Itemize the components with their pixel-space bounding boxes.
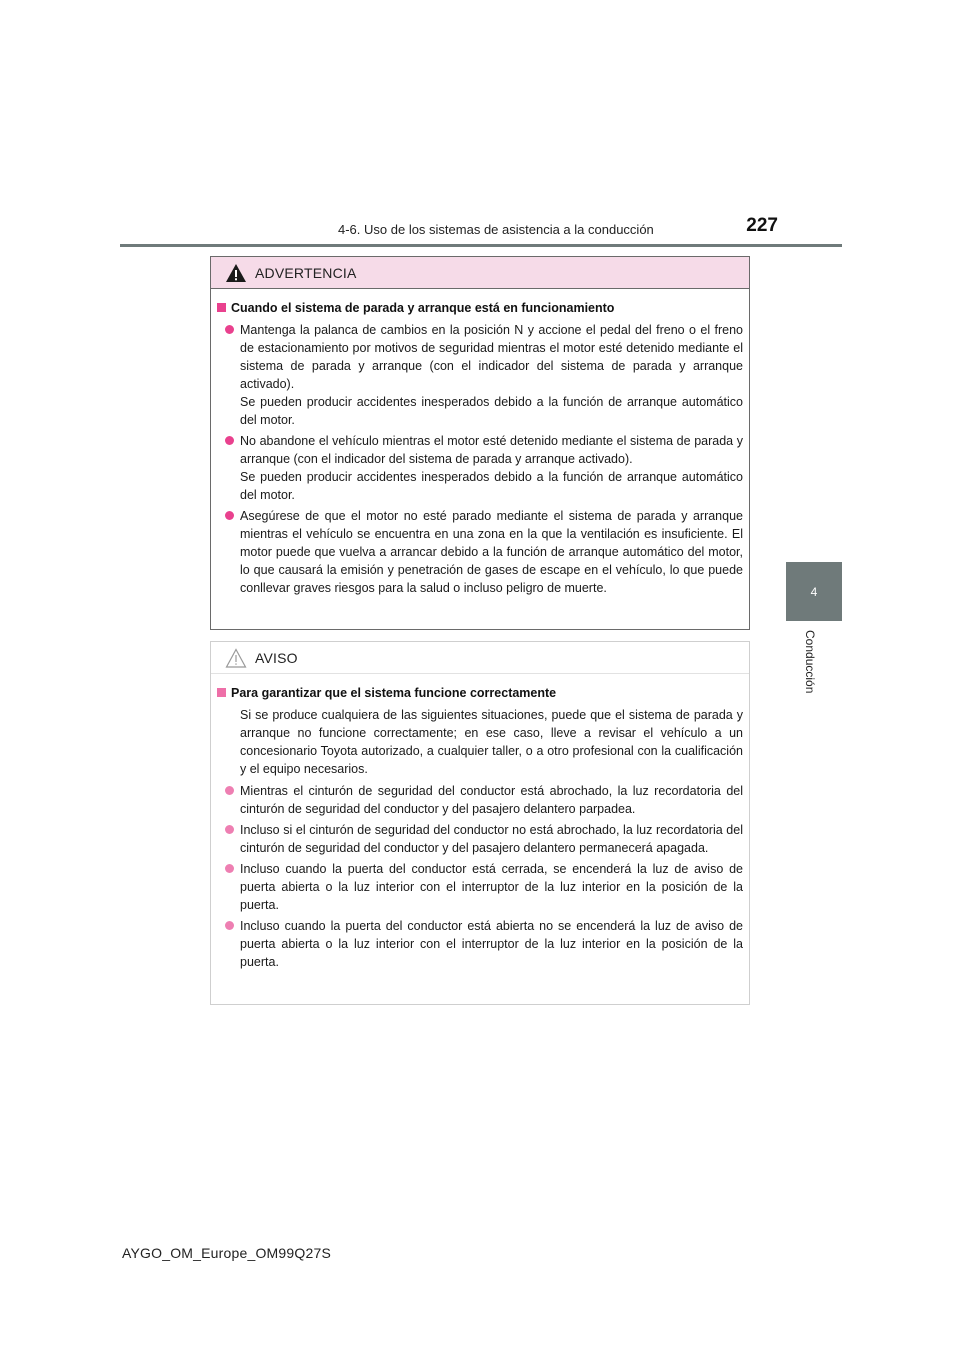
bullet-dot-icon bbox=[225, 436, 234, 445]
section-title: 4-6. Uso de los sistemas de asistencia a la conducción bbox=[338, 222, 654, 237]
notice-title: AVISO bbox=[255, 649, 298, 666]
bullet-text: Incluso si el cinturón de seguridad del conductor no está abrochado, la luz recordatoria del cinturón de seguridad del conductor y del pasajero delantero permanecerá apagada. bbox=[240, 823, 743, 855]
warning-bullet bbox=[217, 321, 743, 429]
bullet-dot-icon bbox=[225, 921, 234, 930]
warning-body bbox=[211, 289, 749, 597]
bullet-text: Incluso cuando la puerta del conductor está abierta no se encenderá la luz de aviso de puerta abierta o la luz interior con el interruptor de la luz interior en la posición de la puerta. bbox=[240, 919, 743, 969]
notice-bullet bbox=[217, 917, 743, 971]
bullet-dot-icon bbox=[225, 786, 234, 795]
page-number: 227 bbox=[746, 215, 778, 236]
header-divider bbox=[120, 244, 842, 247]
bullet-text: Mantenga la palanca de cambios en la posición N y accione el pedal del freno o el freno de estacionamiento por motivos de seguridad mientras el motor esté detenido mediante el sistema de parada y arranque (con el indicador del sistema de parada y arranque activado). bbox=[240, 323, 743, 391]
notice-bullet bbox=[217, 821, 743, 857]
square-bullet-icon bbox=[217, 688, 226, 697]
bullet-text: No abandone el vehículo mientras el motor esté detenido mediante el sistema de parada y arranque (con el indicador del sistema de parada y arranque activado). bbox=[240, 434, 743, 466]
notice-subheading: Para garantizar que el sistema funcione correctamente bbox=[217, 684, 743, 702]
notice-bullet bbox=[217, 860, 743, 914]
chapter-tab[interactable] bbox=[786, 562, 842, 621]
warning-bullet bbox=[217, 432, 743, 504]
document-code: AYGO_OM_Europe_OM99Q27S bbox=[122, 1245, 331, 1261]
warning-subheading: Cuando el sistema de parada y arranque está en funcionamiento bbox=[217, 299, 743, 317]
warning-header bbox=[211, 257, 749, 289]
warning-title: ADVERTENCIA bbox=[255, 264, 357, 281]
chapter-label: Conducción bbox=[803, 630, 817, 694]
chapter-number: 4 bbox=[810, 584, 818, 599]
bullet-text: Se pueden producir accidentes inesperados debido a la función de arranque automático del motor. bbox=[240, 470, 743, 502]
notice-header bbox=[211, 642, 749, 674]
notice-intro: Si se produce cualquiera de las siguientes situaciones, puede que el sistema de parada y arranque no funcione correctamente; en ese caso, lleve a revisar el vehículo a un concesionario Toyota autorizado, a cualquier taller, o a otro profesional con la cualificación y el equipo necesarios. bbox=[240, 708, 743, 776]
bullet-dot-icon bbox=[225, 864, 234, 873]
square-bullet-icon bbox=[217, 303, 226, 312]
warning-triangle-icon bbox=[225, 263, 247, 283]
notice-body bbox=[211, 674, 749, 971]
warning-box bbox=[210, 256, 750, 630]
warning-bullet bbox=[217, 507, 743, 597]
bullet-text: Se pueden producir accidentes inesperados debido a la función de arranque automático del motor. bbox=[240, 395, 743, 427]
bullet-dot-icon bbox=[225, 825, 234, 834]
bullet-text: Asegúrese de que el motor no esté parado mediante el sistema de parada y arranque mientras el vehículo se encuentra en una zona en la que la ventilación es insuficiente. El motor puede que vuelva a arrancar debido a la función de arranque automático del motor, lo que causará la emisión y penetración de gases de escape en el vehículo, lo que puede conllevar graves riesgos para la salud o incluso peligro de muerte. bbox=[240, 509, 743, 595]
caution-triangle-outline-icon bbox=[225, 648, 247, 668]
notice-box bbox=[210, 641, 750, 1005]
notice-bullet bbox=[217, 782, 743, 818]
bullet-text: Incluso cuando la puerta del conductor está cerrada, se encenderá la luz de aviso de puerta abierta o la luz interior con el interruptor de la luz interior en la posición de la puerta. bbox=[240, 862, 743, 912]
bullet-dot-icon bbox=[225, 325, 234, 334]
bullet-text: Mientras el cinturón de seguridad del conductor está abrochado, la luz recordatoria del cinturón de seguridad del conductor y del pasajero delantero parpadea. bbox=[240, 784, 743, 816]
bullet-dot-icon bbox=[225, 511, 234, 520]
